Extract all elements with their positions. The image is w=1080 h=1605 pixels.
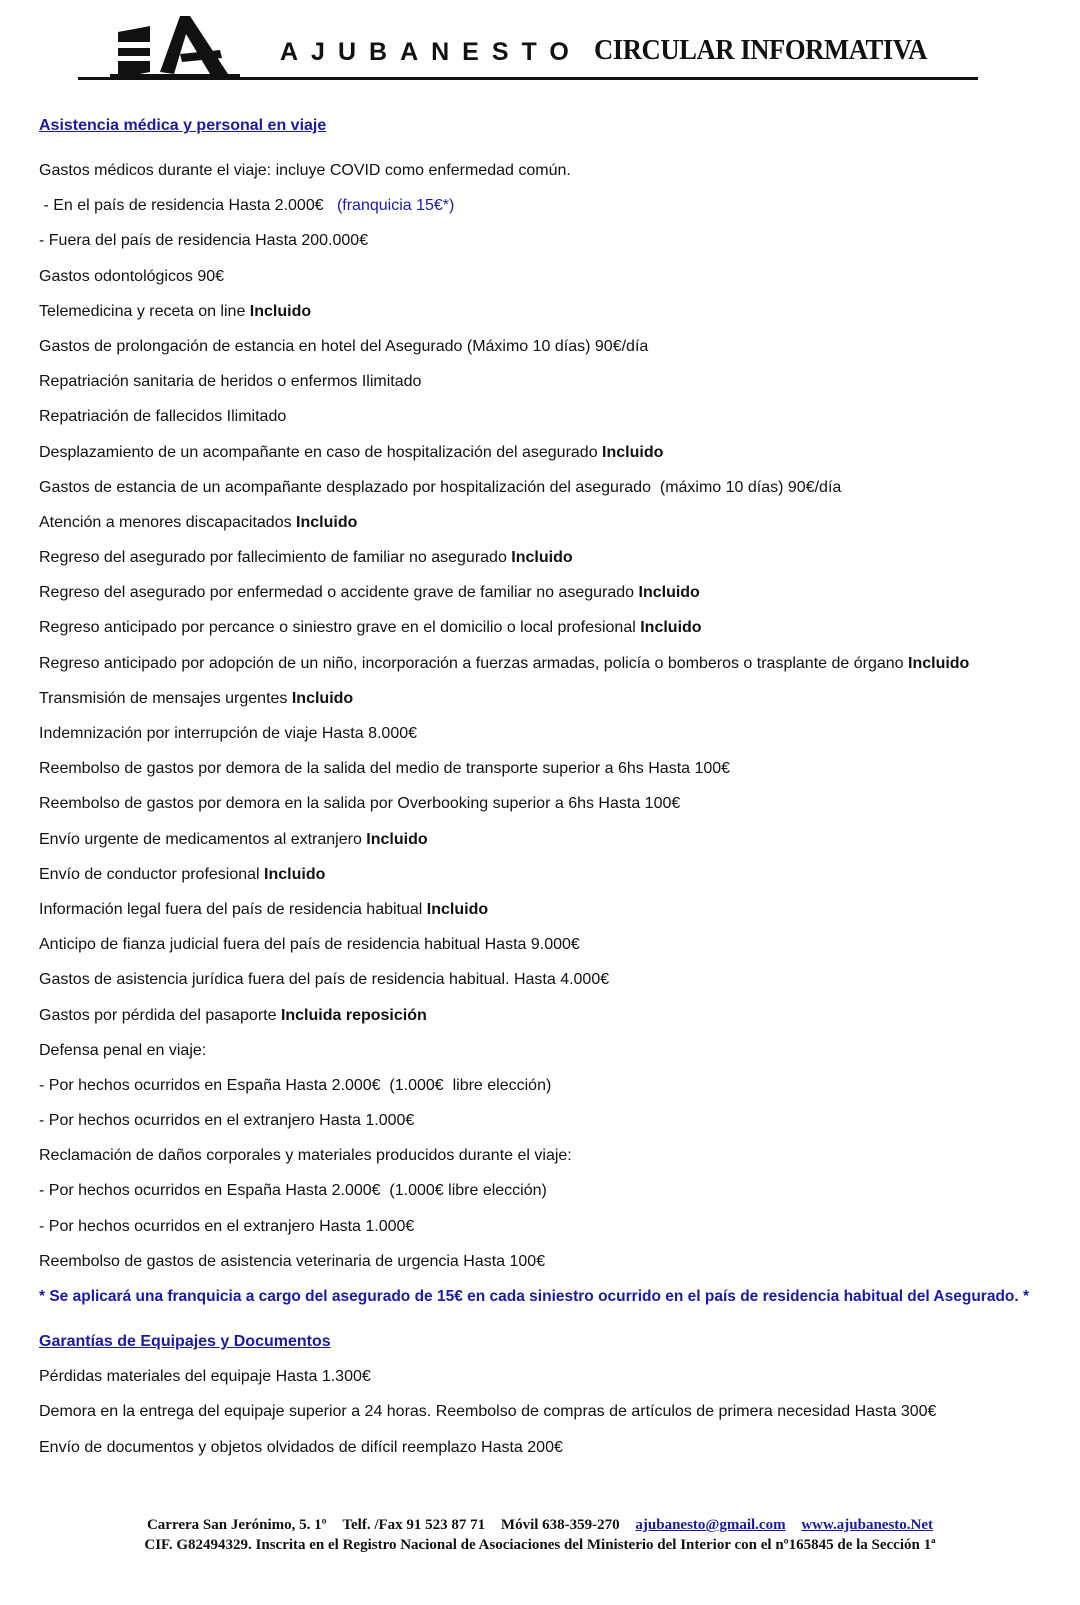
document-body <box>39 108 1069 1465</box>
coverage-text: Reclamación de daños corporales y materiales producidos durante el viaje: <box>39 1147 572 1165</box>
coverage-text: Envío de documentos y objetos olvidados de difícil reemplazo Hasta 200€ <box>39 1438 563 1456</box>
coverage-text: - Por hechos ocurridos en España Hasta 2.000€ (1.000€ libre elección) <box>39 1076 552 1094</box>
footer <box>0 1515 1080 1555</box>
coverage-line <box>39 1103 1069 1138</box>
coverage-line <box>39 857 1069 892</box>
coverage-line <box>39 1394 1069 1429</box>
coverage-line <box>39 435 1069 470</box>
coverage-line <box>39 259 1069 294</box>
coverage-text: Reembolso de gastos por demora en la salida por Overbooking superior a 6hs Hasta 100€ <box>39 795 681 813</box>
coverage-text: Pérdidas materiales del equipaje Hasta 1.300€ <box>39 1368 371 1386</box>
coverage-line <box>39 364 1069 399</box>
coverage-text: Repatriación de fallecidos Ilimitado <box>39 408 287 426</box>
coverage-text: Reembolso de gastos por demora de la salida del medio de transporte superior a 6hs Hasta 100€ <box>39 760 731 778</box>
coverage-text: Gastos médicos durante el viaje: incluye COVID como enfermedad común. <box>39 162 571 179</box>
header-divider <box>78 77 978 80</box>
coverage-text: Envío urgente de medicamentos al extranjero <box>39 830 367 848</box>
coverage-line <box>39 1138 1069 1173</box>
coverage-text: - En el país de residencia Hasta 2.000€ <box>39 197 337 215</box>
coverage-line <box>39 927 1069 962</box>
coverage-text: Defensa penal en viaje: <box>39 1041 207 1059</box>
coverage-line <box>39 786 1069 821</box>
coverage-line <box>39 294 1069 329</box>
coverage-text: Gastos odontológicos 90€ <box>39 267 225 285</box>
coverage-text: Repatriación sanitaria de heridos o enfermos Ilimitado <box>39 373 422 391</box>
coverage-value: Incluido <box>908 654 970 672</box>
coverage-value: Incluido <box>291 689 354 707</box>
coverage-line <box>39 962 1069 997</box>
coverage-text: Atención a menores discapacitados <box>39 513 297 531</box>
coverage-value: Incluido <box>249 302 312 320</box>
section-heading: Asistencia médica y personal en viaje <box>39 117 327 134</box>
coverage-line <box>39 646 1069 681</box>
coverage-text: Demora en la entrega del equipaje superior a 24 horas. Reembolso de compras de artículos de primera necesidad Hasta 300€ <box>39 1403 937 1421</box>
coverage-line <box>39 1279 1069 1314</box>
coverage-text: Gastos de estancia de un acompañante desplazado por hospitalización del asegurado (máximo 10 días) 90€/día <box>39 478 842 496</box>
footer-web-link[interactable]: www.ajubanesto.Net <box>801 1517 934 1533</box>
coverage-value: Incluido <box>602 443 664 461</box>
coverage-line <box>39 223 1069 258</box>
coverage-text: Gastos por pérdida del pasaporte <box>39 1006 281 1024</box>
coverage-value: Incluido <box>426 900 489 918</box>
coverage-text: Regreso anticipado por percance o siniestro grave en el domicilio o local profesional <box>39 619 641 637</box>
footer-registry: CIF. G82494329. Inscrita en el Registro Nacional de Asociaciones del Ministerio del Interior con el nº165845 de la Sección 1ª <box>144 1537 936 1553</box>
coverage-text: - Por hechos ocurridos en el extranjero Hasta 1.000€ <box>39 1112 415 1130</box>
coverage-text: (franquicia 15€*) <box>336 197 455 215</box>
coverage-text: Indemnización por interrupción de viaje Hasta 8.000€ <box>39 725 418 742</box>
coverage-line <box>39 505 1069 540</box>
coverage-value: Incluido <box>366 830 428 848</box>
ajubanesto-logo <box>110 12 240 80</box>
letterhead <box>78 8 978 83</box>
coverage-line <box>39 1359 1069 1394</box>
coverage-line <box>39 575 1069 610</box>
coverage-line <box>39 822 1069 857</box>
coverage-text: Información legal fuera del país de residencia habitual <box>39 900 427 918</box>
coverage-value: Incluido <box>264 865 326 883</box>
coverage-text: Regreso del asegurado por fallecimiento de familiar no asegurado <box>39 549 512 567</box>
coverage-text: Regreso anticipado por adopción de un niño, incorporación a fuerzas armadas, policía o bomberos o trasplante de órgano <box>39 654 908 672</box>
coverage-line <box>39 1068 1069 1103</box>
coverage-line <box>39 681 1069 716</box>
coverage-line <box>39 540 1069 575</box>
coverage-text: - Por hechos ocurridos en el extranjero Hasta 1.000€ <box>39 1217 415 1235</box>
coverage-value: Incluido <box>638 584 700 602</box>
coverage-line <box>39 1244 1069 1279</box>
coverage-text: Envío de conductor profesional <box>39 865 265 883</box>
coverage-line <box>39 1173 1069 1208</box>
coverage-text: Regreso del asegurado por enfermedad o accidente grave de familiar no asegurado <box>39 584 639 602</box>
footer-address: Carrera San Jerónimo, 5. 1º <box>146 1517 327 1533</box>
coverage-line <box>39 153 1069 188</box>
coverage-value: Incluido <box>511 549 573 567</box>
coverage-text: Telemedicina y receta on line <box>39 302 250 320</box>
coverage-text: - Fuera del país de residencia Hasta 200.000€ <box>39 232 369 250</box>
coverage-line <box>39 1430 1069 1465</box>
coverage-text: Gastos de prolongación de estancia en hotel del Asegurado (Máximo 10 días) 90€/día <box>39 337 649 355</box>
section-heading: Garantías de Equipajes y Documentos <box>39 1333 331 1351</box>
coverage-text: Desplazamiento de un acompañante en caso de hospitalización del asegurado <box>39 443 603 461</box>
coverage-line <box>39 399 1069 434</box>
coverage-value: Incluida reposición <box>280 1006 427 1024</box>
coverage-line <box>39 751 1069 786</box>
coverage-text: Anticipo de fianza judicial fuera del país de residencia habitual Hasta 9.000€ <box>39 936 580 954</box>
document-title: CIRCULAR INFORMATIVA <box>594 34 927 66</box>
coverage-text: - Por hechos ocurridos en España Hasta 2.000€ (1.000€ libre elección) <box>39 1182 547 1200</box>
coverage-value: Incluido <box>640 619 702 637</box>
footer-email-link[interactable]: ajubanesto@gmail.com <box>635 1517 786 1533</box>
franchise-note: * Se aplicará una franquicia a cargo del asegurado de 15€ en cada siniestro ocurrido en el país de residencia habitual del Asegurado. * <box>39 1288 1030 1305</box>
coverage-line <box>39 1033 1069 1068</box>
coverage-line <box>39 998 1069 1033</box>
coverage-line <box>39 716 1069 751</box>
brand-name: AJUBANESTO <box>280 38 582 66</box>
coverage-line <box>39 329 1069 364</box>
footer-mobile: Móvil 638-359-270 <box>500 1517 620 1533</box>
coverage-line <box>39 610 1069 645</box>
coverage-value: Incluido <box>296 513 358 531</box>
coverage-text: Transmisión de mensajes urgentes <box>39 689 292 707</box>
coverage-line <box>39 470 1069 505</box>
footer-phone: Telf. /Fax 91 523 87 71 <box>342 1517 486 1533</box>
coverage-line <box>39 892 1069 927</box>
coverage-text: Reembolso de gastos de asistencia veterinaria de urgencia Hasta 100€ <box>39 1252 546 1270</box>
coverage-line <box>39 1209 1069 1244</box>
coverage-line <box>39 188 1069 223</box>
coverage-text: Gastos de asistencia jurídica fuera del país de residencia habitual. Hasta 4.000€ <box>39 971 610 989</box>
